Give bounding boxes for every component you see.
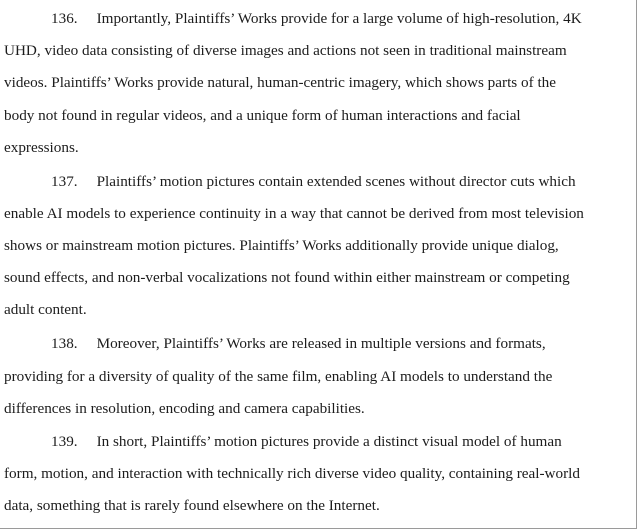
paragraph-line: adult content. [4,301,87,318]
paragraph-first-line [51,334,546,354]
line-text: In short, Plaintiffs’ motion pictures provide a distinct visual model of human [96,433,562,450]
paragraph-line: data, something that is rarely found elsewhere on the Internet. [4,497,380,514]
paragraph-line: sound effects, and non-verbal vocalizations not found within either mainstream or competing [4,269,570,286]
paragraph-line: videos. Plaintiffs’ Works provide natural, human-centric imagery, which shows parts of the [4,74,557,91]
paragraph-first-line [51,9,582,29]
paragraph-line: expressions. [4,139,79,156]
paragraph-line: differences in resolution, encoding and camera capabilities. [4,400,365,417]
paragraph-line: form, motion, and interaction with technically rich diverse video quality, containing real-world [4,465,580,482]
paragraph-number: 137. [51,173,78,190]
paragraph-number: 136. [51,10,78,27]
paragraph-line: enable AI models to experience continuity in a way that cannot be derived from most television [4,205,584,222]
paragraph-line: providing for a diversity of quality of the same film, enabling AI models to understand the [4,368,553,385]
paragraph-line: shows or mainstream motion pictures. Plaintiffs’ Works additionally provide unique dialog, [4,237,559,254]
paragraph-first-line [51,172,576,192]
line-text: Plaintiffs’ motion pictures contain extended scenes without director cuts which [96,173,576,190]
paragraph-first-line [51,432,562,452]
line-text: Importantly, Plaintiffs’ Works provide for a large volume of high-resolution, 4K [96,10,582,27]
line-text: Moreover, Plaintiffs’ Works are released in multiple versions and formats, [96,335,546,352]
paragraph-line: UHD, video data consisting of diverse images and actions not seen in traditional mainstream [4,42,567,59]
paragraph-number: 138. [51,335,78,352]
paragraph-line: body not found in regular videos, and a unique form of human interactions and facial [4,107,521,124]
paragraph-number: 139. [51,433,78,450]
